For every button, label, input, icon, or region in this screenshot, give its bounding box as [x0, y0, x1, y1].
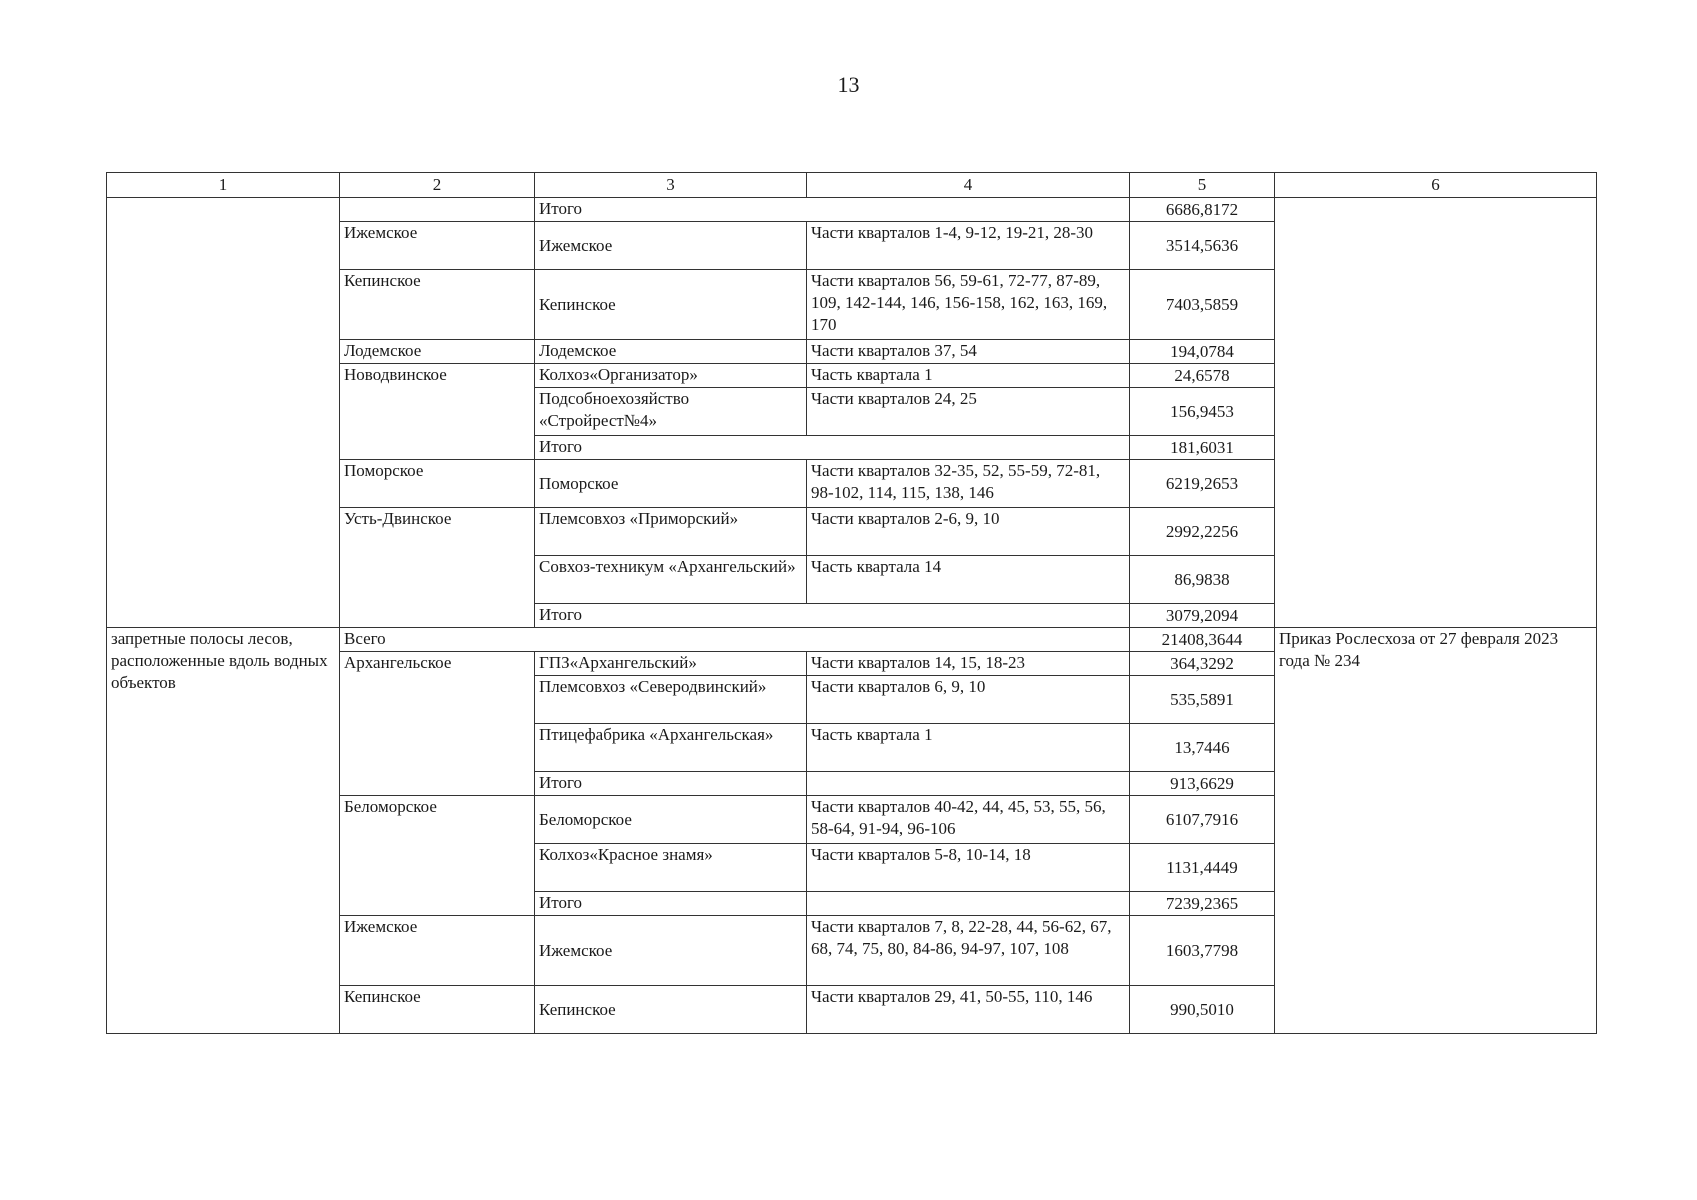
subtotal-label: Итого — [535, 436, 1130, 460]
table-row — [107, 628, 1597, 652]
forestry-cell: Колхоз«Красное знамя» — [535, 844, 807, 892]
column-header: 2 — [340, 173, 535, 198]
area-cell: 86,9838 — [1130, 556, 1275, 604]
area-cell: 7403,5859 — [1130, 270, 1275, 340]
quarters-cell: Части кварталов 6, 9, 10 — [807, 676, 1130, 724]
column-header: 6 — [1275, 173, 1597, 198]
page-number: 13 — [837, 72, 860, 97]
forestry-cell: Птицефабрика «Архангельская» — [535, 724, 807, 772]
forestry-cell: Лодемское — [535, 340, 807, 364]
district-cell: Лодемское — [340, 340, 535, 364]
area-cell: 7239,2365 — [1130, 892, 1275, 916]
forestry-cell: Племсовхоз «Приморский» — [535, 508, 807, 556]
area-cell: 3514,5636 — [1130, 222, 1275, 270]
quarters-cell: Части кварталов 1-4, 9-12, 19-21, 28-30 — [807, 222, 1130, 270]
quarters-cell: Части кварталов 40-42, 44, 45, 53, 55, 56, 58-64, 91-94, 96-106 — [807, 796, 1130, 844]
quarters-cell: Часть квартала 1 — [807, 364, 1130, 388]
area-cell: 6219,2653 — [1130, 460, 1275, 508]
quarters-cell: Части кварталов 56, 59-61, 72-77, 87-89, 109, 142-144, 146, 156-158, 162, 163, 169, 170 — [807, 270, 1130, 340]
area-cell: 194,0784 — [1130, 340, 1275, 364]
area-cell: 24,6578 — [1130, 364, 1275, 388]
district-cell: Беломорское — [340, 796, 535, 916]
table-header-row — [107, 173, 1597, 198]
quarters-cell: Части кварталов 14, 15, 18-23 — [807, 652, 1130, 676]
subtotal-label: Итого — [535, 198, 1130, 222]
forestry-cell: Кепинское — [535, 270, 807, 340]
area-cell: 3079,2094 — [1130, 604, 1275, 628]
district-cell: Кепинское — [340, 270, 535, 340]
quarters-cell — [807, 892, 1130, 916]
subtotal-label: Итого — [535, 604, 1130, 628]
quarters-cell: Часть квартала 14 — [807, 556, 1130, 604]
document-cell: Приказ Рослесхоза от 27 февраля 2023 года № 234 — [1275, 628, 1597, 1034]
quarters-cell: Часть квартала 1 — [807, 724, 1130, 772]
quarters-cell: Части кварталов 32-35, 52, 55-59, 72-81, 98-102, 114, 115, 138, 146 — [807, 460, 1130, 508]
column-header: 5 — [1130, 173, 1275, 198]
forestry-cell: Поморское — [535, 460, 807, 508]
category-cell — [107, 198, 340, 628]
quarters-cell: Части кварталов 5-8, 10-14, 18 — [807, 844, 1130, 892]
area-cell: 1131,4449 — [1130, 844, 1275, 892]
quarters-cell: Части кварталов 7, 8, 22-28, 44, 56-62, 67, 68, 74, 75, 80, 84-86, 94-97, 107, 108 — [807, 916, 1130, 986]
forestry-cell: Колхоз«Организатор» — [535, 364, 807, 388]
forestry-cell: ГПЗ«Архангельский» — [535, 652, 807, 676]
district-cell: Поморское — [340, 460, 535, 508]
district-cell: Ижемское — [340, 916, 535, 986]
quarters-cell: Части кварталов 37, 54 — [807, 340, 1130, 364]
district-cell: Архангельское — [340, 652, 535, 796]
forestry-cell: Ижемское — [535, 916, 807, 986]
total-label: Всего — [340, 628, 1130, 652]
table-row — [107, 198, 1597, 222]
quarters-cell: Части кварталов 24, 25 — [807, 388, 1130, 436]
area-cell: 13,7446 — [1130, 724, 1275, 772]
area-cell: 2992,2256 — [1130, 508, 1275, 556]
district-cell — [340, 198, 535, 222]
area-cell: 6686,8172 — [1130, 198, 1275, 222]
area-cell: 1603,7798 — [1130, 916, 1275, 986]
forestry-cell: Ижемское — [535, 222, 807, 270]
forestry-cell: Племсовхоз «Северодвинский» — [535, 676, 807, 724]
column-header: 3 — [535, 173, 807, 198]
forest-areas-table — [106, 172, 1597, 1034]
area-cell: 990,5010 — [1130, 986, 1275, 1034]
area-cell: 156,9453 — [1130, 388, 1275, 436]
forestry-cell: Кепинское — [535, 986, 807, 1034]
subtotal-label: Итого — [535, 772, 807, 796]
document-cell — [1275, 198, 1597, 628]
area-cell: 6107,7916 — [1130, 796, 1275, 844]
subtotal-label: Итого — [535, 892, 807, 916]
forestry-cell: Совхоз-техникум «Архангельский» — [535, 556, 807, 604]
category-cell: запретные полосы лесов, расположенные вдоль водных объектов — [107, 628, 340, 1034]
area-cell: 364,3292 — [1130, 652, 1275, 676]
forestry-cell: Беломорское — [535, 796, 807, 844]
forestry-cell: Подсобноехозяйство «Стройрест№4» — [535, 388, 807, 436]
area-cell: 535,5891 — [1130, 676, 1275, 724]
district-cell: Ижемское — [340, 222, 535, 270]
quarters-cell — [807, 772, 1130, 796]
quarters-cell: Части кварталов 2-6, 9, 10 — [807, 508, 1130, 556]
area-cell: 21408,3644 — [1130, 628, 1275, 652]
area-cell: 913,6629 — [1130, 772, 1275, 796]
column-header: 1 — [107, 173, 340, 198]
quarters-cell: Части кварталов 29, 41, 50-55, 110, 146 — [807, 986, 1130, 1034]
district-cell: Новодвинское — [340, 364, 535, 460]
district-cell: Усть-Двинское — [340, 508, 535, 628]
column-header: 4 — [807, 173, 1130, 198]
area-cell: 181,6031 — [1130, 436, 1275, 460]
district-cell: Кепинское — [340, 986, 535, 1034]
